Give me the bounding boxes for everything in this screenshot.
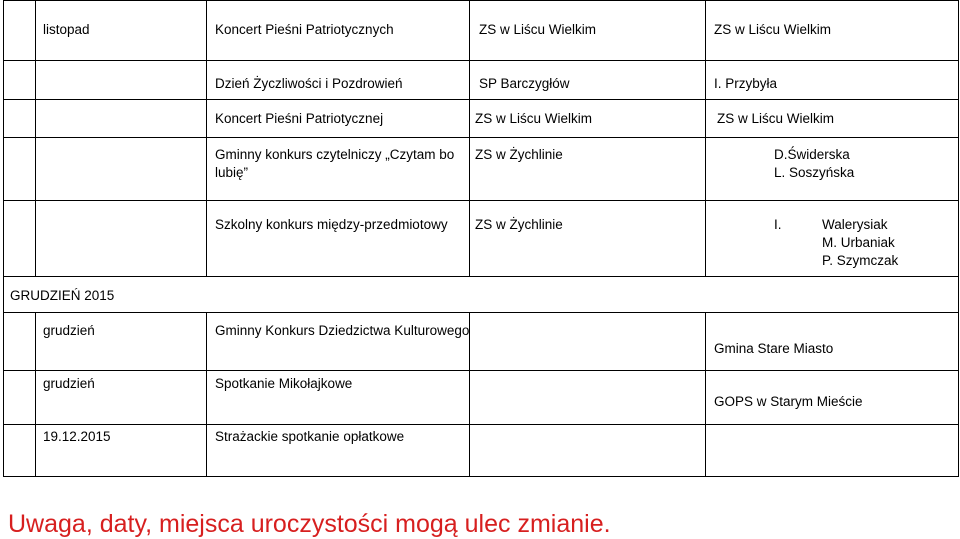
event-cell-line1: Gminny konkurs czytelniczy „Czytam bo xyxy=(215,147,455,162)
event-cell: Koncert Pieśni Patriotycznych xyxy=(215,22,394,37)
organizer-cell-line2: L. Soszyńska xyxy=(774,165,855,180)
month-cell: listopad xyxy=(43,22,90,37)
organizer-initial: I. xyxy=(774,217,782,232)
row-line-2 xyxy=(3,99,958,100)
organizer-cell-line2: M. Urbaniak xyxy=(822,235,895,250)
row-line-8 xyxy=(3,424,958,425)
col-line-4 xyxy=(705,0,706,276)
row-line-3 xyxy=(3,137,958,138)
place-cell: ZS w Liścu Wielkim xyxy=(479,22,597,37)
event-cell: Dzień Życzliwości i Pozdrowień xyxy=(215,76,403,91)
organizer-cell-line3: P. Szymczak xyxy=(822,253,899,268)
event-cell: Koncert Pieśni Patriotycznej xyxy=(215,111,384,126)
place-cell: ZS w Żychlinie xyxy=(475,217,563,232)
table-border-left xyxy=(3,0,4,477)
col-line-1 xyxy=(35,0,36,276)
section-heading: GRUDZIEŃ 2015 xyxy=(10,288,115,303)
organizer-cell: ZS w Liścu Wielkim xyxy=(714,22,832,37)
event-cell-line2: lubię” xyxy=(215,165,249,180)
event-cell: Spotkanie Mikołajkowe xyxy=(215,376,353,391)
organizer-cell-line1: Walerysiak xyxy=(822,217,888,232)
col-line-4b xyxy=(705,312,706,477)
date-cell: 19.12.2015 xyxy=(43,429,111,444)
event-cell: Strażackie spotkanie opłatkowe xyxy=(215,429,405,444)
place-cell: SP Barczygłów xyxy=(479,76,570,91)
row-line-7 xyxy=(3,370,958,371)
organizer-cell: GOPS w Starym Mieście xyxy=(714,394,863,409)
col-line-2 xyxy=(206,0,207,276)
organizer-cell: Gmina Stare Miasto xyxy=(714,341,834,356)
organizer-cell-line1: D.Świderska xyxy=(774,147,850,162)
table-border-top xyxy=(3,0,958,1)
date-cell: grudzień xyxy=(43,376,95,391)
place-cell: ZS w Żychlinie xyxy=(475,147,563,162)
col-line-3 xyxy=(469,0,470,276)
row-line-5 xyxy=(3,276,958,277)
event-cell: Gminny Konkurs Dziedzictwa Kulturowego xyxy=(215,323,470,338)
organizer-cell: I. Przybyła xyxy=(714,76,778,91)
col-line-2b xyxy=(206,312,207,477)
row-line-4 xyxy=(3,200,958,201)
event-cell: Szkolny konkurs między-przedmiotowy xyxy=(215,217,448,232)
table-border-bottom xyxy=(3,476,958,477)
table-border-right xyxy=(958,0,959,477)
organizer-cell: ZS w Liścu Wielkim xyxy=(717,111,835,126)
place-cell: ZS w Liścu Wielkim xyxy=(475,111,593,126)
warning-text: Uwaga, daty, miejsca uroczystości mogą ulec zmianie. xyxy=(8,510,611,538)
date-cell: grudzień xyxy=(43,323,95,338)
row-line-6 xyxy=(3,312,958,313)
row-line-1 xyxy=(3,60,958,61)
col-line-1b xyxy=(35,312,36,477)
